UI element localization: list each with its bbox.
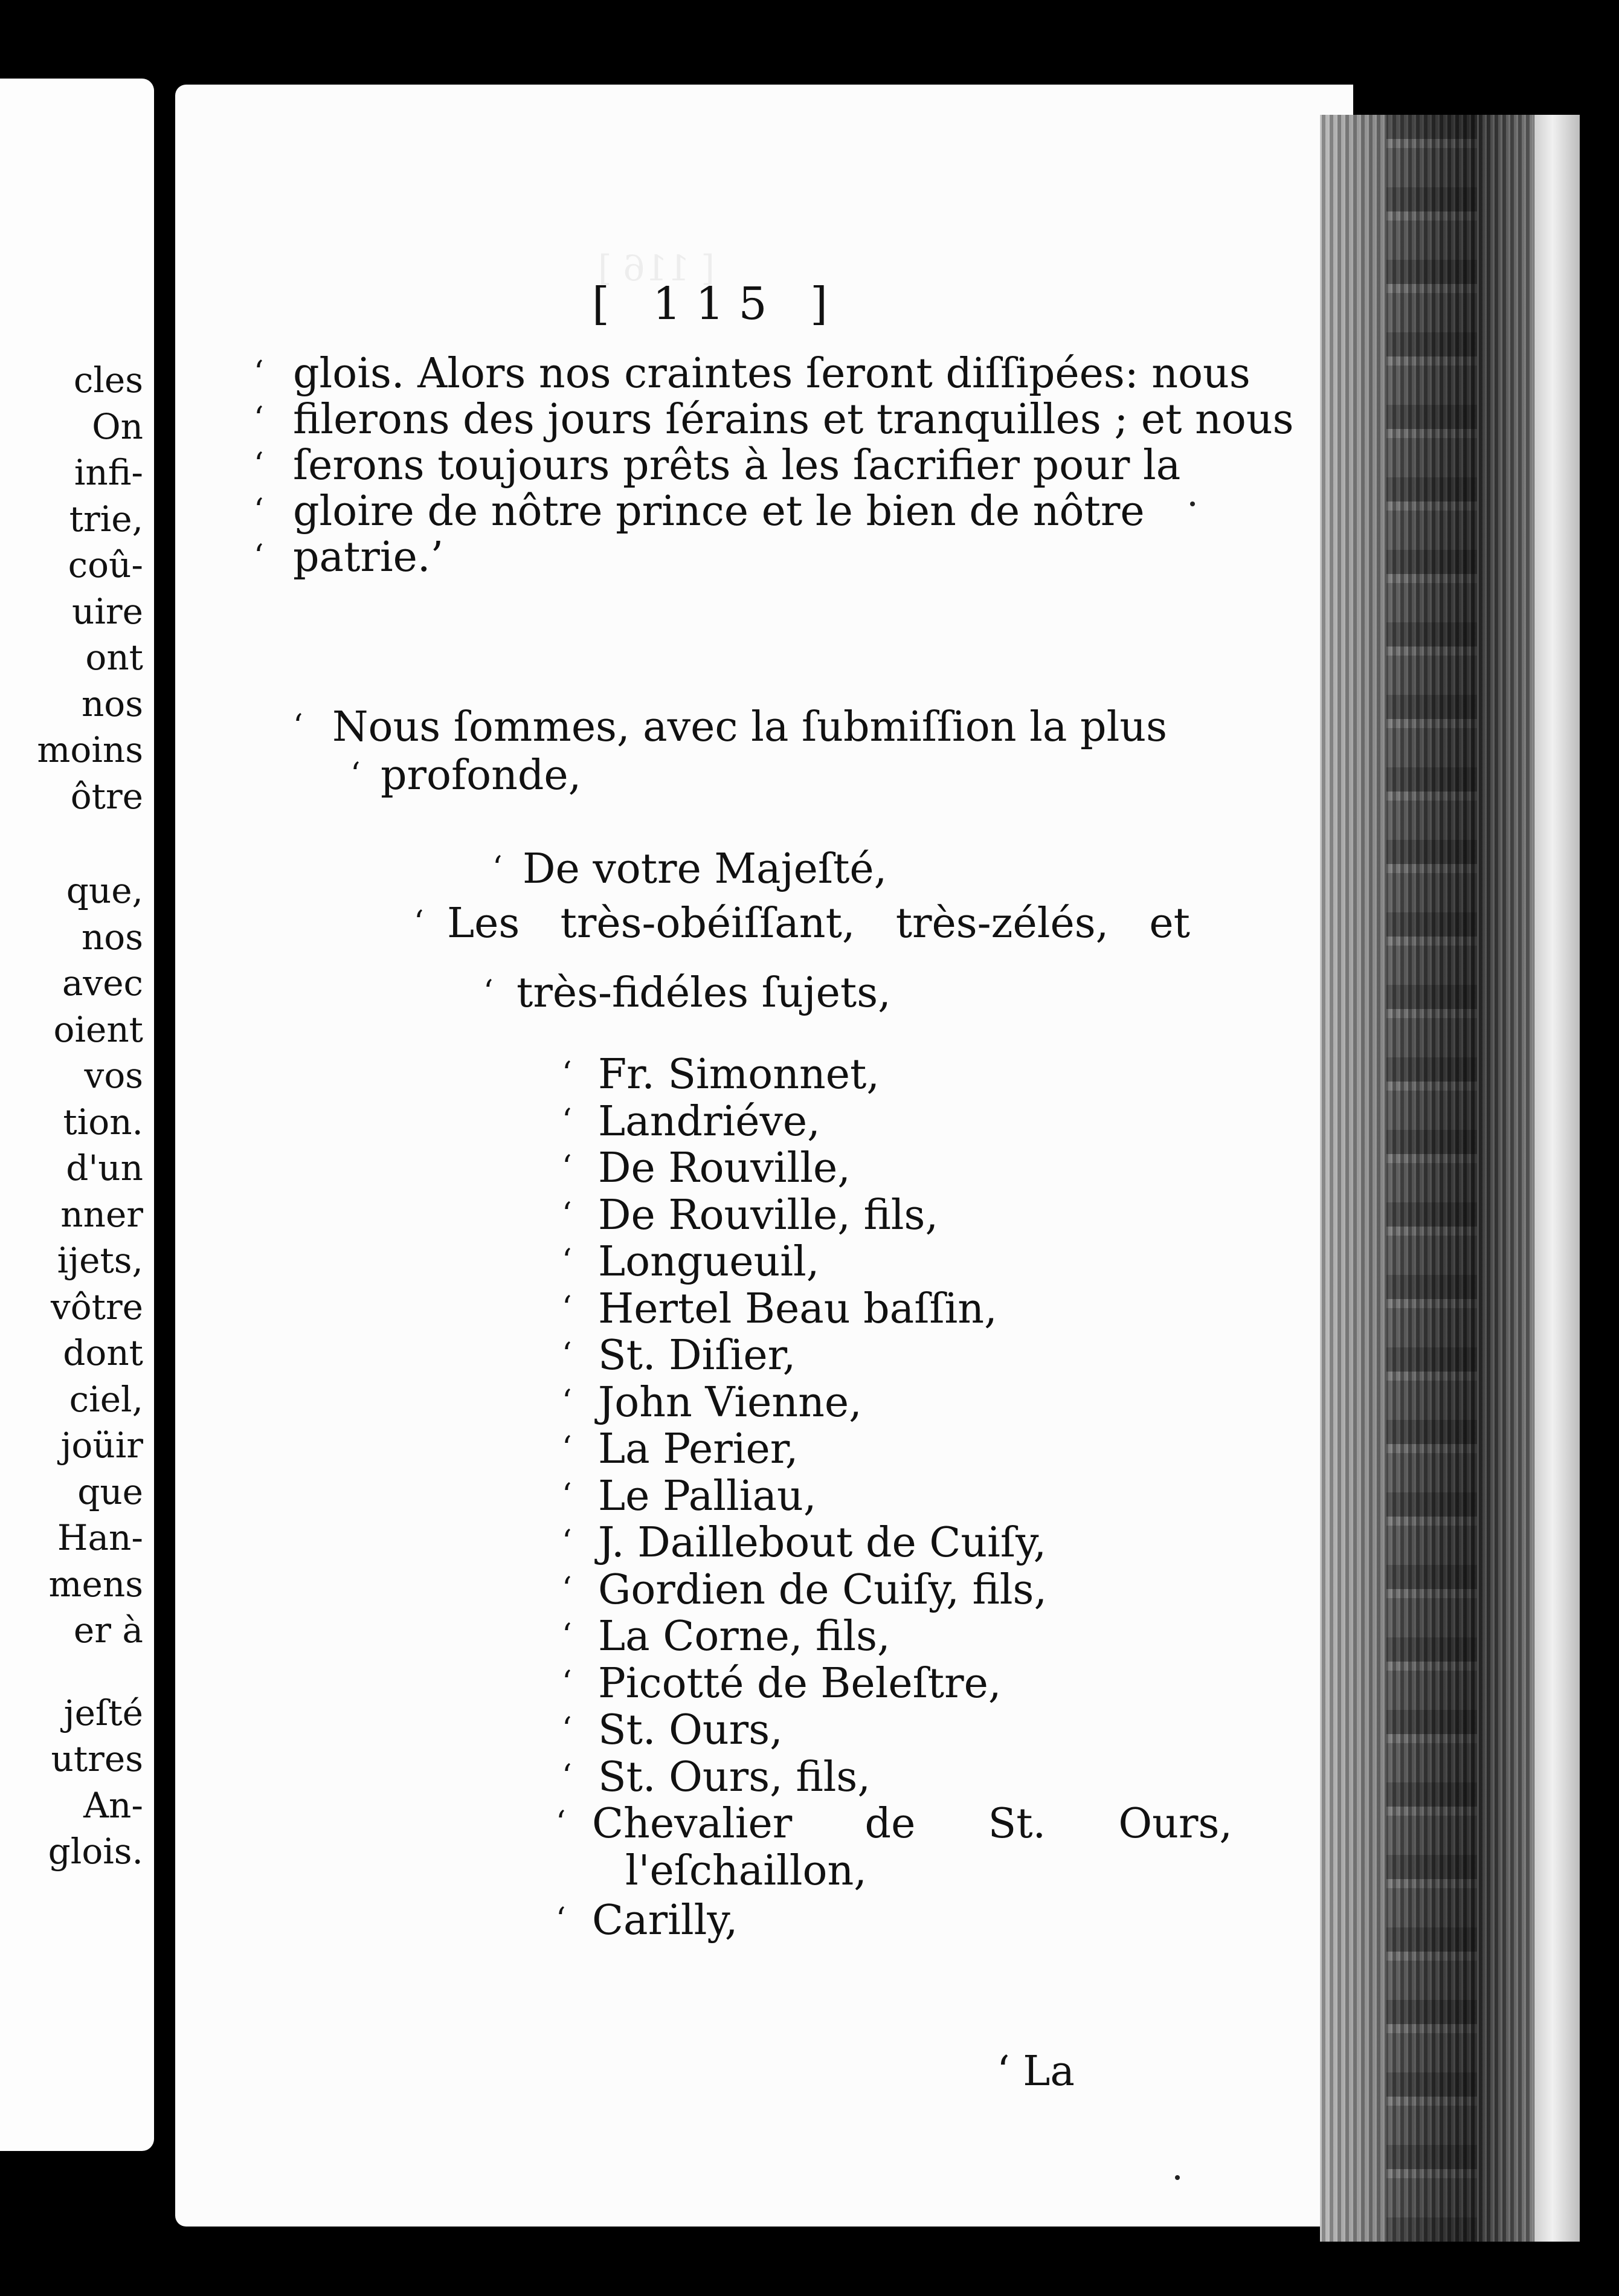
left-page-line: glois. — [48, 1831, 143, 1872]
left-page-line: trie, — [69, 498, 143, 540]
quote-mark: ‘ — [562, 1477, 572, 1514]
quote-mark: ‘ — [562, 1617, 572, 1654]
closing-line: Les très-obéiſſant, très-zélés, et — [447, 900, 1190, 947]
left-page-line: Han- — [57, 1517, 143, 1558]
left-page-line: d'un — [66, 1147, 143, 1188]
signatory-name: De Rouville, fils, — [598, 1191, 939, 1239]
quote-mark: ‘ — [562, 1337, 572, 1373]
left-page-line: nner — [60, 1193, 143, 1235]
edge-highlight — [1534, 115, 1580, 2242]
closing-line: très-fidéles ſujets, — [517, 969, 891, 1017]
left-page-line: utres — [51, 1738, 143, 1779]
quote-mark: ‘ — [254, 401, 264, 437]
quote-mark: ‘ — [562, 1243, 572, 1279]
bleed-through: [ 116 ] — [598, 248, 715, 289]
signatory-name: Longueuil, — [598, 1238, 820, 1286]
left-page-line: On — [92, 405, 143, 447]
edge-shadow — [1386, 115, 1477, 2242]
quote-mark: ‘ — [350, 756, 361, 793]
quote-mark: ‘ — [562, 1711, 572, 1747]
signatory-name: J. Daillebout de Cuiſy, — [598, 1519, 1047, 1567]
book-fore-edge — [1320, 115, 1580, 2242]
signatory-name: John Vienne, — [598, 1378, 862, 1427]
quote-mark: ‘ — [483, 974, 494, 1010]
left-page-line: joüir — [60, 1425, 143, 1466]
signatory-name: La Perier, — [598, 1425, 799, 1473]
signatory-name: Carilly, — [592, 1897, 738, 1944]
page-number: [ 115 ] — [592, 278, 843, 330]
left-page-line: ont — [85, 637, 143, 678]
quote-mark: ‘ — [562, 1524, 572, 1560]
quote-mark: ‘ — [254, 492, 264, 529]
left-page-line: infi- — [74, 452, 143, 493]
paragraph-line: gloire de nôtre prince et le bien de nôtre — [293, 488, 1145, 535]
left-page-line: coû- — [68, 544, 143, 585]
closing-quote-mark: ’ — [430, 534, 444, 581]
quote-mark: ‘ — [556, 1805, 566, 1841]
paragraph-line: patrie.’ — [293, 534, 444, 581]
left-page-line: nos — [81, 916, 143, 958]
quote-mark: ‘ — [414, 905, 424, 941]
left-page-line: jeſté — [63, 1692, 143, 1733]
left-page-line: uire — [72, 590, 143, 632]
left-page-line: vôtre — [50, 1286, 143, 1327]
signatory-name: Picotté de Beleſtre, — [598, 1659, 1002, 1707]
quote-mark: ‘ — [254, 447, 264, 483]
signatory-name: St. Diſier, — [598, 1332, 796, 1379]
main-page — [175, 85, 1353, 2227]
left-page-line: avec — [62, 963, 143, 1004]
quote-mark: ‘ — [562, 1149, 572, 1185]
quote-mark: ‘ — [562, 1430, 572, 1466]
signatory-name: Gordien de Cuiſy, fils, — [598, 1566, 1048, 1614]
quote-mark: ‘ — [562, 1196, 572, 1233]
left-page-line: er à — [73, 1610, 143, 1651]
signatory-name: St. Ours, fils, — [598, 1753, 871, 1801]
quote-mark: ‘ — [562, 1570, 572, 1607]
signatory-name: Landriéve, — [598, 1097, 820, 1146]
left-page-line: moins — [37, 729, 143, 770]
left-page-line: que — [77, 1471, 143, 1512]
signatory-name: De Rouville, — [598, 1144, 851, 1192]
left-page-line: oient — [53, 1008, 143, 1050]
left-page-line: An- — [83, 1784, 143, 1826]
signatory-name: St. Ours, — [598, 1706, 783, 1754]
quote-mark: ‘ — [492, 850, 503, 886]
quote-mark: ‘ — [556, 1901, 566, 1938]
quote-mark: ‘ — [254, 355, 264, 391]
signatory-name: Le Palliau, — [598, 1472, 817, 1520]
quote-mark: ‘ — [562, 1056, 572, 1092]
closing-line: Nous ſommes, avec la ſubmiſſion la plus — [332, 703, 1168, 751]
quote-mark: ‘ — [562, 1758, 572, 1795]
paragraph-line: filerons des jours ſérains et tranquilles ; et nous — [293, 396, 1294, 443]
quote-mark: ‘ — [293, 708, 303, 744]
ink-speck — [1175, 2175, 1180, 2180]
ink-speck — [1190, 501, 1195, 506]
left-page-line: ôtre — [70, 775, 143, 817]
paragraph-line: ſerons toujours prêts à les ſacrifier pour la — [293, 442, 1181, 489]
signatory-name: Hertel Beau baſſin, — [598, 1285, 997, 1333]
left-page-line: cles — [73, 360, 143, 401]
facing-left-page — [0, 79, 154, 2151]
catchword-text: La — [1023, 2048, 1075, 2095]
closing-line: De votre Majeſté, — [523, 845, 887, 893]
left-page-line: nos — [81, 683, 143, 724]
paragraph-line: glois. Alors nos craintes ſeront diſſipées: nous — [293, 350, 1250, 398]
quote-mark: ‘ — [562, 1102, 572, 1139]
quote-mark: ‘ — [562, 1289, 572, 1326]
left-page-line: dont — [63, 1332, 143, 1373]
signatory-name: Fr. Simonnet, — [598, 1051, 880, 1098]
left-page-line: que, — [66, 870, 143, 911]
quote-mark: ‘ — [562, 1383, 572, 1420]
catchword: ‘ La — [997, 2048, 1075, 2095]
left-page-line: ciel, — [69, 1378, 143, 1420]
signatory-name: La Corne, fils, — [598, 1613, 890, 1660]
left-page-line: mens — [48, 1563, 143, 1605]
signatory-name-continuation: l'eſchaillon, — [625, 1847, 867, 1895]
left-page-line: ijets, — [57, 1240, 143, 1281]
left-page-line: tion. — [63, 1101, 143, 1143]
signatory-name: Chevalier de St. Ours, — [592, 1800, 1232, 1848]
quote-mark: ‘ — [562, 1664, 572, 1701]
closing-line: profonde, — [381, 752, 582, 799]
left-page-line: vos — [84, 1055, 143, 1096]
quote-mark: ‘ — [254, 538, 264, 575]
